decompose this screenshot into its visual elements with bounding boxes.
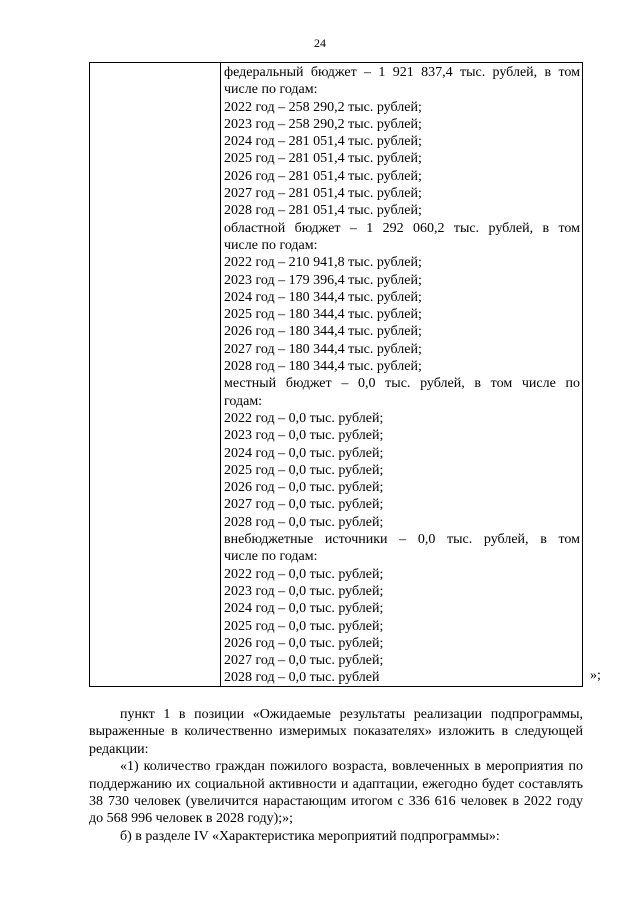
page-number: 24 (314, 36, 326, 50)
table-line: числе по годам: (224, 237, 318, 253)
table-line: 2028 год – 180 344,4 тыс. рублей; (224, 359, 422, 375)
table-line: 2026 год – 0,0 тыс. рублей; (224, 635, 384, 651)
table-line: 2028 год – 281 051,4 тыс. рублей; (224, 203, 422, 219)
table-line: 2025 год – 281 051,4 тыс. рублей; (224, 151, 422, 167)
table-line: федеральный бюджет – 1 921 837,4 тыс. рублей, в том (224, 65, 580, 80)
table-line: 2022 год – 258 290,2 тыс. рублей; (224, 99, 422, 115)
table-line: 2024 год – 0,0 тыс. рублей; (224, 445, 384, 461)
paragraph-section-b: б) в разделе IV «Характеристика мероприятий подпрограммы»: (120, 828, 500, 844)
table-line: 2022 год – 0,0 тыс. рублей; (224, 410, 384, 426)
table-line: 2027 год – 0,0 тыс. рублей; (224, 653, 384, 669)
table-line: 2023 год – 0,0 тыс. рублей; (224, 428, 384, 444)
table-line: 2026 год – 180 344,4 тыс. рублей; (224, 324, 422, 340)
table-line: 2025 год – 180 344,4 тыс. рублей; (224, 307, 422, 323)
table-line: местный бюджет – 0,0 тыс. рублей, в том числе по (224, 376, 580, 392)
table-line: 2027 год – 180 344,4 тыс. рублей; (224, 341, 422, 357)
table-column-divider (220, 63, 221, 686)
table-line: 2024 год – 0,0 тыс. рублей; (224, 601, 384, 617)
table-line: 2025 год – 0,0 тыс. рублей; (224, 618, 384, 634)
paragraph-item-1: пункт 1 в позиции «Ожидаемые результаты реализации подпрограммы, выраженные в количественно измеримых показателях» изложить в следующей редакции: (89, 707, 583, 757)
table-line: годам: (224, 393, 263, 409)
table-line: 2022 год – 0,0 тыс. рублей; (224, 566, 384, 582)
table-line: числе по годам: (224, 549, 318, 565)
table-line: 2026 год – 281 051,4 тыс. рублей; (224, 168, 422, 184)
body-text (89, 706, 583, 845)
table-line: областной бюджет – 1 292 060,2 тыс. рублей, в том (224, 220, 580, 236)
table-line: 2028 год – 0,0 тыс. рублей (224, 670, 380, 686)
table-line: 2027 год – 281 051,4 тыс. рублей; (224, 186, 422, 202)
table-line: 2023 год – 0,0 тыс. рублей; (224, 583, 384, 599)
table-line: 2028 год – 0,0 тыс. рублей; (224, 514, 384, 530)
table-line: числе по годам: (224, 82, 318, 98)
funding-cell (224, 64, 580, 687)
table-line: 2026 год – 0,0 тыс. рублей; (224, 480, 384, 496)
table-closing-mark: »; (590, 668, 601, 683)
funding-table (89, 62, 583, 687)
table-line: 2022 год – 210 941,8 тыс. рублей; (224, 255, 422, 271)
table-line: 2024 год – 281 051,4 тыс. рублей; (224, 134, 422, 150)
table-line: 2027 год – 0,0 тыс. рублей; (224, 497, 384, 513)
table-line: 2023 год – 179 396,4 тыс. рублей; (224, 272, 422, 288)
table-line: 2023 год – 258 290,2 тыс. рублей; (224, 116, 422, 132)
table-line: 2024 год – 180 344,4 тыс. рублей; (224, 289, 422, 305)
table-line: внебюджетные источники – 0,0 тыс. рублей, в том (224, 532, 580, 548)
paragraph-quote: «1) количество граждан пожилого возраста, вовлеченных в мероприятия по поддержанию их социальной активности и адаптации, ежегодно будет составлять 38 730 человек (увеличится нарастающим итогом с 336 616 человек в 2022 году до 568 996 человек в 2028 году);»; (89, 759, 583, 827)
table-line: 2025 год – 0,0 тыс. рублей; (224, 462, 384, 478)
